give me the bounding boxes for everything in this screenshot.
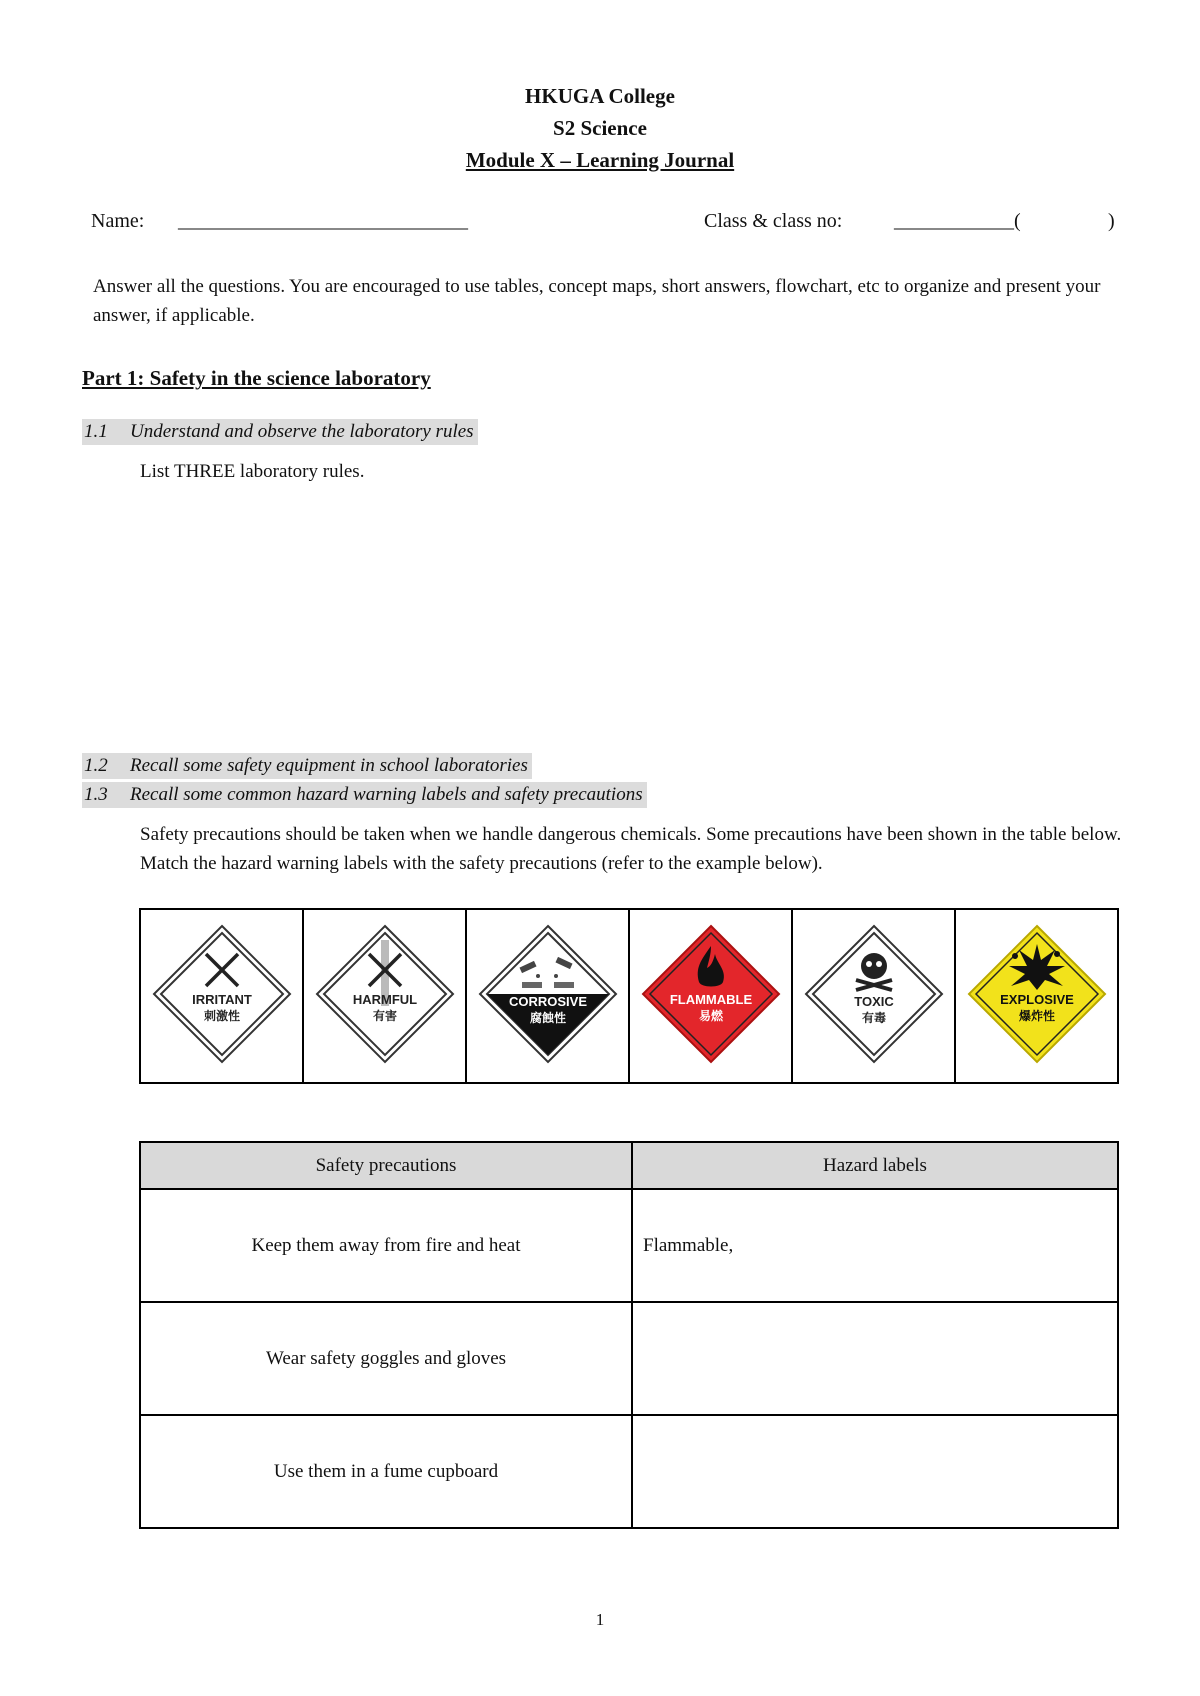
- section-1-3-heading: [82, 782, 647, 808]
- precaution-cell: Wear safety goggles and gloves: [140, 1302, 632, 1415]
- svg-text:CORROSIVE: CORROSIVE: [508, 993, 587, 1009]
- header-hazard-labels: Hazard labels: [632, 1142, 1118, 1189]
- corrosive-label-icon: [478, 924, 618, 1064]
- precaution-cell: Use them in a fume cupboard: [140, 1415, 632, 1528]
- table-row: [140, 1189, 1118, 1302]
- school-name: HKUGA College: [525, 84, 675, 108]
- section-1-1-prompt: List THREE laboratory rules.: [140, 461, 365, 482]
- svg-text:FLAMMABLE: FLAMMABLE: [669, 991, 752, 1007]
- harmful-label-icon: [315, 924, 455, 1064]
- flammable-label-icon: [641, 924, 781, 1064]
- name-label: Name:: [91, 210, 145, 232]
- table-header-row: [140, 1142, 1118, 1189]
- svg-text:刺激性: 刺激性: [203, 1008, 240, 1023]
- safety-precautions-table: [139, 1141, 1119, 1529]
- subject-title: S2 Science: [553, 116, 647, 140]
- svg-text:HARMFUL: HARMFUL: [352, 991, 417, 1007]
- hazard-answer-cell[interactable]: [632, 1302, 1118, 1415]
- module-title: Module X – Learning Journal: [465, 148, 735, 172]
- hazard-answer-cell[interactable]: [632, 1415, 1118, 1528]
- irritant-label-icon: [152, 924, 292, 1064]
- explosive-label-icon: [967, 924, 1107, 1064]
- hazard-label-cell: [466, 909, 629, 1083]
- hazard-label-cell: [955, 909, 1118, 1083]
- section-1-3-text: Safety precautions should be taken when we handle dangerous chemicals. Some precautions have been shown in the table below. Match the hazard warning labels with the safety precautions (refer to the example below).: [140, 824, 1122, 874]
- section-1-2-heading: [82, 753, 532, 779]
- section-1-1-title: Understand and observe the laboratory rules: [130, 421, 474, 442]
- hazard-label-cell: [792, 909, 955, 1083]
- header-safety-precautions: Safety precautions: [140, 1142, 632, 1189]
- section-1-1-number: 1.1: [84, 421, 108, 442]
- page-number: 1: [595, 1610, 605, 1629]
- hazard-labels-table: [139, 908, 1119, 1084]
- hazard-answer-cell[interactable]: Flammable,: [632, 1189, 1118, 1302]
- svg-text:IRRITANT: IRRITANT: [191, 991, 252, 1007]
- class-label: Class & class no:: [704, 210, 843, 232]
- section-1-2-title: Recall some safety equipment in school laboratories: [130, 755, 528, 776]
- hazard-label-cell: [629, 909, 792, 1083]
- section-1-2-number: 1.2: [84, 755, 108, 776]
- answer-area[interactable]: [140, 495, 1130, 745]
- hazard-label-cell: [140, 909, 303, 1083]
- toxic-label-icon: [804, 924, 944, 1064]
- table-row: [140, 1302, 1118, 1415]
- svg-text:有害: 有害: [372, 1008, 397, 1023]
- hazard-label-cell: [303, 909, 466, 1083]
- svg-text:易燃: 易燃: [698, 1008, 723, 1023]
- part1-heading: Part 1: Safety in the science laboratory: [82, 366, 431, 390]
- instructions: Answer all the questions. You are encouraged to use tables, concept maps, short answers, flowchart, etc to organize and present your answer, if applicable.: [93, 276, 1101, 326]
- svg-text:EXPLOSIVE: EXPLOSIVE: [999, 991, 1074, 1007]
- section-1-1-heading: [82, 419, 478, 445]
- class-no-close-paren: ): [1108, 210, 1115, 232]
- class-field[interactable]: ____________(: [894, 210, 1021, 232]
- table-row: [140, 1415, 1118, 1528]
- svg-text:腐蝕性: 腐蝕性: [529, 1010, 566, 1025]
- svg-text:TOXIC: TOXIC: [853, 993, 894, 1009]
- svg-text:有毒: 有毒: [861, 1010, 886, 1025]
- section-1-3-number: 1.3: [84, 784, 108, 805]
- precaution-cell: Keep them away from fire and heat: [140, 1189, 632, 1302]
- name-field[interactable]: _____________________________: [178, 210, 468, 232]
- svg-text:爆炸性: 爆炸性: [1018, 1008, 1055, 1023]
- section-1-3-title: Recall some common hazard warning labels and safety precautions: [130, 784, 643, 805]
